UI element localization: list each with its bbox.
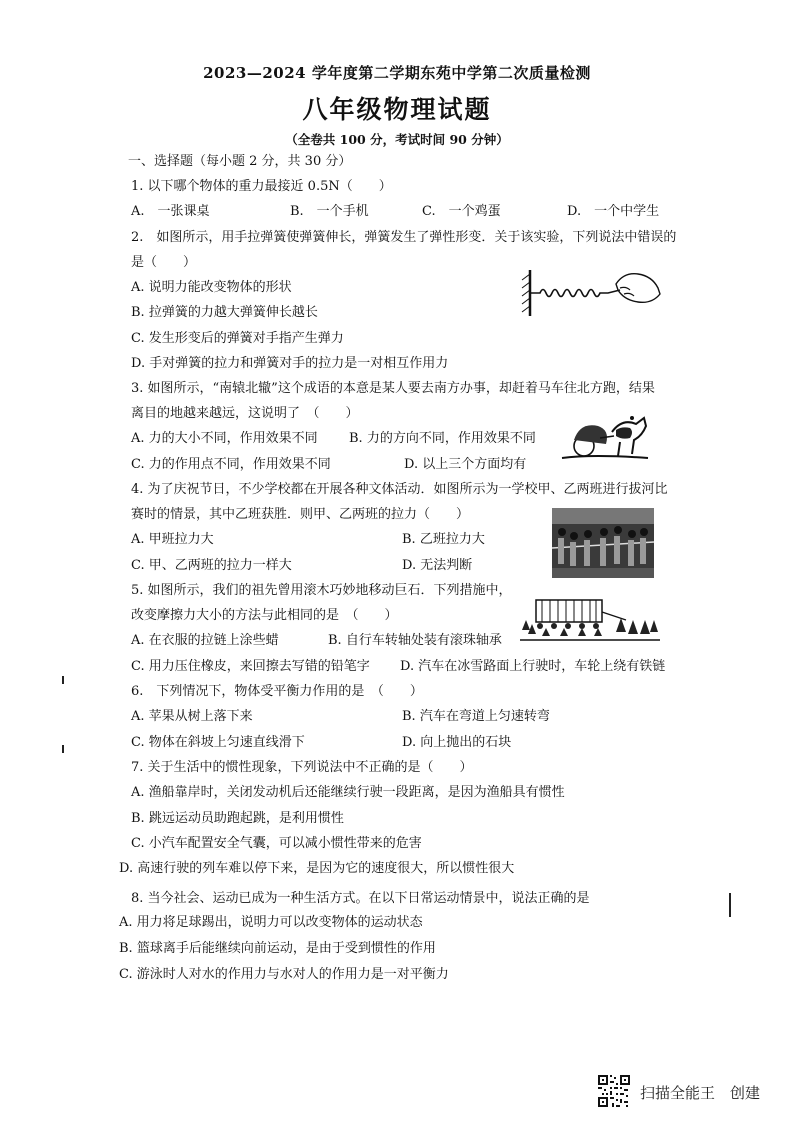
q3-stem-cont: 离目的地越来越远，这说明了 （ ） [131,406,359,421]
q1-option-a: A. 一张课桌 [131,204,210,219]
q7-option-a: A. 渔船靠岸时，关闭发动机后还能继续行驶一段距离，是因为渔船具有惯性 [131,785,565,800]
rolling-logs-figure [520,596,660,644]
q1-option-d: D. 一个中学生 [567,204,660,219]
q7-option-b: B. 跳远运动员助跑起跳，是利用惯性 [131,811,344,826]
q8-option-a: A. 用力将足球踢出，说明力可以改变物体的运动状态 [119,915,423,930]
q6-option-a: A. 苹果从树上落下来 [131,709,253,724]
q4-stem-cont: 赛时的情景，其中乙班获胜．则甲、乙两班的拉力（ ） [131,507,470,522]
q5-stem: 5. 如图所示，我们的祖先曾用滚木巧妙地移动巨石．下列措施中， [131,583,512,598]
q5-option-d: D. 汽车在冰雪路面上行驶时，车轮上绕有铁链 [400,659,666,674]
q1-option-b: B. 一个手机 [290,204,369,219]
scan-mark [62,745,64,753]
q1-stem: 1. 以下哪个物体的重力最接近 0.5N（ ） [131,179,392,194]
q7-stem: 7. 关于生活中的惯性现象，下列说法中不正确的是（ ） [131,760,473,775]
q4-option-b: B. 乙班拉力大 [402,532,485,547]
q4-option-d: D. 无法判断 [402,558,473,573]
q8-option-b: B. 篮球离手后能继续向前运动，是由于受到惯性的作用 [119,941,436,956]
q4-option-c: C. 甲、乙两班的拉力一样大 [131,558,292,573]
q5-option-b: B. 自行车转轴处装有滚珠轴承 [328,633,502,648]
section-title: 一、选择题（每小题 2 分，共 30 分） [128,154,352,169]
q6-option-d: D. 向上抛出的石块 [402,735,512,750]
exam-title: 八年级物理试题 [302,95,492,124]
q5-option-a: A. 在衣服的拉链上涂些蜡 [131,633,279,648]
q2-stem-cont: 是（ ） [131,255,197,270]
q2-option-a: A. 说明力能改变物体的形状 [131,280,292,295]
q2-option-d: D. 手对弹簧的拉力和弹簧对手的拉力是一对相互作用力 [131,356,449,371]
q5-stem-cont: 改变摩擦力大小的方法与此相同的是 （ ） [131,608,398,623]
q8-option-c: C. 游泳时人对水的作用力与水对人的作用力是一对平衡力 [119,967,449,982]
q7-option-c: C. 小汽车配置安全气囊，可以减小惯性带来的危害 [131,836,422,851]
q3-option-d: D. 以上三个方面均有 [404,457,527,472]
q6-option-c: C. 物体在斜坡上匀速直线滑下 [131,735,305,750]
scanner-watermark: 扫描全能王 创建 [640,1084,761,1102]
tug-of-war-figure [552,508,654,578]
q6-stem: 6. 下列情况下，物体受平衡力作用的是 （ ） [131,684,423,699]
q5-option-c: C. 用力压住橡皮，来回擦去写错的铅笔字 [131,659,370,674]
scan-mark [729,893,731,917]
q3-option-c: C. 力的作用点不同，作用效果不同 [131,457,331,472]
q2-stem: 2. 如图所示，用手拉弹簧使弹簧伸长，弹簧发生了弹性形变．关于该实验，下列说法中错误的 [131,230,677,245]
q3-option-b: B. 力的方向不同，作用效果不同 [349,431,536,446]
qr-code-icon [597,1074,631,1108]
q2-option-b: B. 拉弹簧的力越大弹簧伸长越长 [131,305,318,320]
q3-stem: 3. 如图所示，“南辕北辙”这个成语的本意是某人要去南方办事，却赶着马车往北方跑，结果 [131,381,655,396]
q3-option-a: A. 力的大小不同，作用效果不同 [131,431,318,446]
q4-stem: 4. 为了庆祝节日，不少学校都在开展各种文体活动．如图所示为一学校甲、乙两班进行拔河比 [131,482,668,497]
exam-subtitle: （全卷共 100 分，考试时间 90 分钟） [285,132,509,147]
q8-stem: 8. 当今社会、运动已成为一种生活方式。在以下日常运动情景中，说法正确的是 [131,891,590,906]
spring-figure [516,266,662,324]
q2-option-c: C. 发生形变后的弹簧对手指产生弹力 [131,331,344,346]
q7-option-d: D. 高速行驶的列车难以停下来，是因为它的速度很大，所以惯性很大 [119,861,515,876]
carriage-figure [560,410,652,466]
q4-option-a: A. 甲班拉力大 [131,532,214,547]
exam-header: 2023—2024 学年度第二学期东苑中学第二次质量检测 [203,64,591,82]
q1-option-c: C. 一个鸡蛋 [422,204,501,219]
scan-mark [62,676,64,684]
q6-option-b: B. 汽车在弯道上匀速转弯 [402,709,550,724]
